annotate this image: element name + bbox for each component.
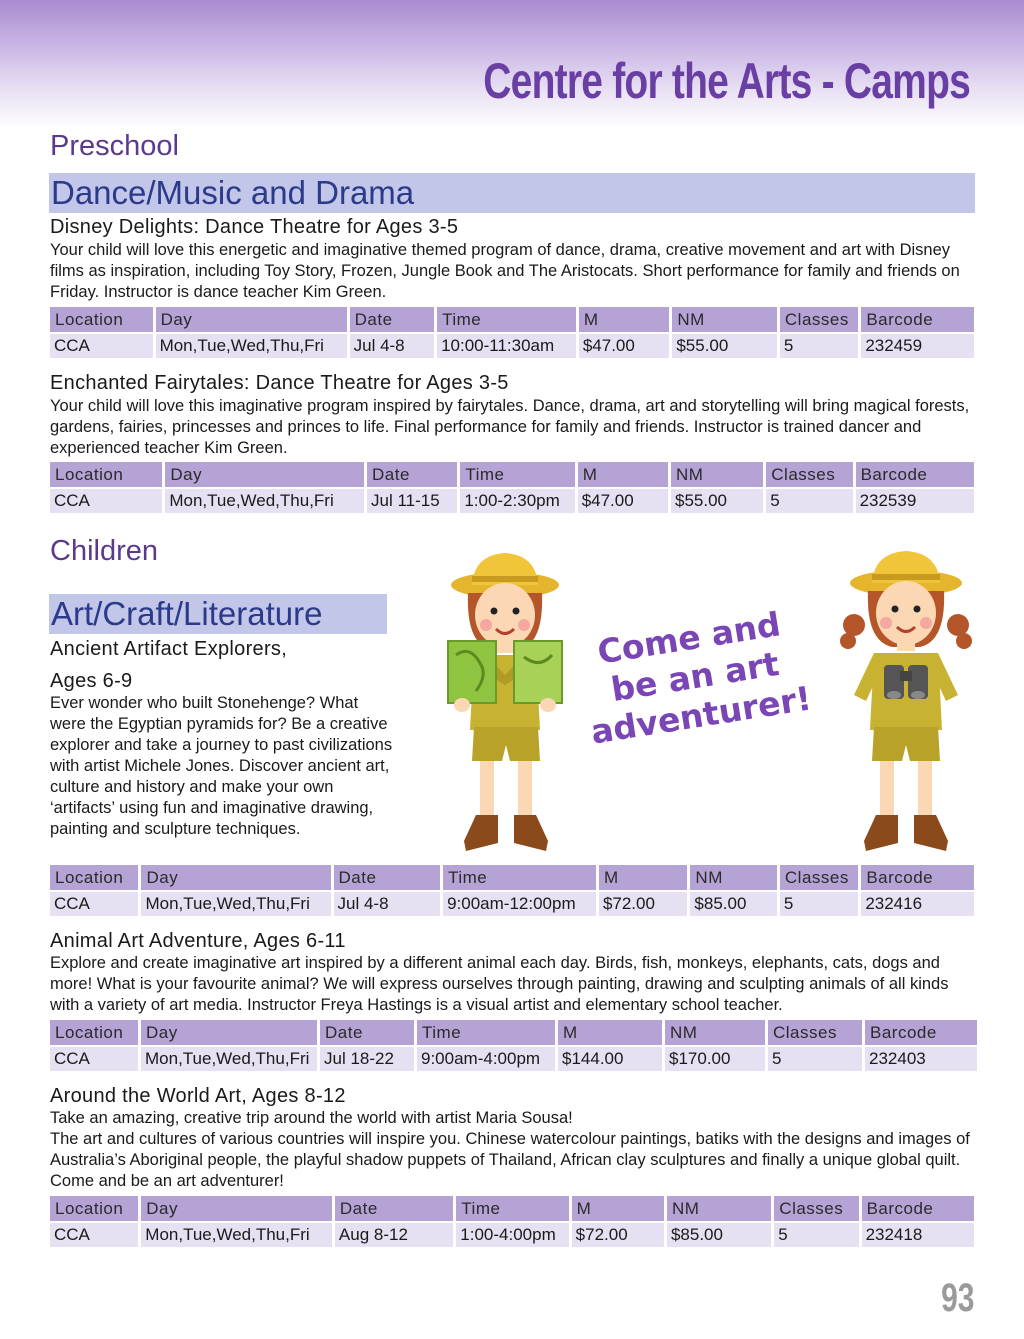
col-day: Day [141,865,330,892]
cell-barcode: 232416 [861,892,974,916]
col-time: Time [456,1196,568,1223]
cell-day: Mon,Tue,Wed,Thu,Fri [141,1223,332,1247]
explorer-girl-illustration [836,545,976,860]
cell-time: 10:00-11:30am [437,334,576,358]
program-description: Explore and create imaginative art inspired by a different animal each day. Birds, fish, monkeys, elephants, cats, dogs and more! What is your favourite animal? We will express ourselves through painting, drawing and sculpting animals of all kinds with a variety of art media. Instructor Freya Hastings is a visual artist and elementary school teacher. [50,954,949,1014]
promo-slogan: Come and be an art adventurer! [588,604,815,752]
col-time: Time [443,865,596,892]
col-non-member-price: NM [690,865,776,892]
cell-day: Mon,Tue,Wed,Thu,Fri [165,489,364,513]
cell-time: 9:00am-4:00pm [417,1047,555,1071]
cell-day: Mon,Tue,Wed,Thu,Fri [156,334,347,358]
cell-non-member-price: $85.00 [667,1223,771,1247]
col-non-member-price: NM [671,462,763,489]
col-classes: Classes [766,462,852,489]
col-location: Location [50,865,138,892]
col-location: Location [50,1196,138,1223]
col-member-price: M [558,1020,662,1047]
program-title: Disney Delights: Dance Theatre for Ages 3-5 [50,216,459,238]
section-heading-preschool: Preschool [50,130,179,162]
cell-barcode: 232418 [862,1223,974,1247]
cell-classes: 5 [780,892,858,916]
col-date: Date [350,307,434,334]
cell-barcode: 232403 [865,1047,977,1071]
cell-member-price: $47.00 [579,334,670,358]
cell-member-price: $72.00 [599,892,687,916]
col-time: Time [460,462,574,489]
col-non-member-price: NM [667,1196,771,1223]
program-description: Ever wonder who built Stonehenge? What were the Egyptian pyramids for? Be a creative explorer and take a journey to past civilizations with artist Michele Jones. Discover ancient art, culture and history and make your own ‘artifacts’ using fun and imaginative drawing, painting and sculpture techniques. [50,694,393,838]
col-date: Date [335,1196,453,1223]
cell-non-member-price: $55.00 [671,489,763,513]
col-date: Date [367,462,457,489]
cell-date: Jul 4-8 [334,892,441,916]
col-location: Location [50,462,162,489]
col-day: Day [165,462,364,489]
col-time: Time [417,1020,555,1047]
cell-date: Aug 8-12 [335,1223,453,1247]
page-number: 93 [940,1276,974,1320]
col-barcode: Barcode [861,307,974,334]
table-row [50,1047,977,1071]
page-title: Centre for the Arts - Camps [483,53,970,109]
table-header-row [50,462,974,489]
cell-day: Mon,Tue,Wed,Thu,Fri [141,1047,317,1071]
cell-day: Mon,Tue,Wed,Thu,Fri [141,892,330,916]
schedule-table [47,1020,980,1071]
program-title-ages: Ages 6-9 [50,670,133,692]
table-row [50,334,974,358]
cell-time: 9:00am-12:00pm [443,892,596,916]
program-title: Animal Art Adventure, Ages 6-11 [50,930,346,952]
col-date: Date [334,865,441,892]
cell-classes: 5 [768,1047,862,1071]
cell-date: Jul 4-8 [350,334,434,358]
col-member-price: M [572,1196,664,1223]
program-description-lead: Take an amazing, creative trip around the world with artist Maria Sousa! [50,1109,573,1127]
cell-location: CCA [50,892,138,916]
cell-classes: 5 [774,1223,858,1247]
col-barcode: Barcode [865,1020,977,1047]
cell-barcode: 232539 [856,489,974,513]
col-member-price: M [579,307,670,334]
col-location: Location [50,1020,138,1047]
col-classes: Classes [774,1196,858,1223]
program-description: Your child will love this energetic and imaginative themed program of dance, drama, creative movement and art with Disney films as inspiration, including Toy Story, Frozen, Jungle Book and The Aristocats. Short performance for family and friends on Friday. Instructor is dance teacher Kim Green. [50,241,960,301]
col-day: Day [141,1196,332,1223]
table-row [50,892,974,916]
cell-location: CCA [50,1047,138,1071]
schedule-table [47,307,977,358]
cell-time: 1:00-2:30pm [460,489,574,513]
schedule-table [47,865,977,916]
col-non-member-price: NM [665,1020,765,1047]
cell-classes: 5 [780,334,858,358]
explorer-boy-illustration [440,545,570,860]
cell-classes: 5 [766,489,852,513]
category-art-craft-literature: Art/Craft/Literature [49,594,387,634]
table-header-row [50,1020,977,1047]
cell-member-price: $72.00 [572,1223,664,1247]
col-date: Date [320,1020,414,1047]
col-classes: Classes [768,1020,862,1047]
col-day: Day [156,307,347,334]
category-dance-music-drama: Dance/Music and Drama [49,173,975,213]
col-barcode: Barcode [862,1196,974,1223]
cell-member-price: $144.00 [558,1047,662,1071]
cell-member-price: $47.00 [578,489,668,513]
program-title: Around the World Art, Ages 8-12 [50,1085,346,1107]
cell-date: Jul 18-22 [320,1047,414,1071]
table-row [50,489,974,513]
program-description: Your child will love this imaginative program inspired by fairytales. Dance, drama, art and storytelling will bring magical forests, gardens, fairies, princesses and princes to life. Final performance for family and friends. Instructor is trained dancer and experienced teacher Kim Green. [50,397,970,457]
table-header-row [50,865,974,892]
col-classes: Classes [780,865,858,892]
col-barcode: Barcode [861,865,974,892]
cell-non-member-price: $55.00 [672,334,777,358]
cell-time: 1:00-4:00pm [456,1223,568,1247]
table-header-row [50,307,974,334]
table-row [50,1223,974,1247]
col-day: Day [141,1020,317,1047]
col-location: Location [50,307,153,334]
cell-location: CCA [50,1223,138,1247]
schedule-table [47,1196,977,1247]
cell-date: Jul 11-15 [367,489,457,513]
col-member-price: M [578,462,668,489]
schedule-table [47,462,977,513]
col-barcode: Barcode [856,462,974,489]
section-heading-children: Children [50,535,158,567]
col-non-member-price: NM [672,307,777,334]
table-header-row [50,1196,974,1223]
cell-location: CCA [50,489,162,513]
cell-barcode: 232459 [861,334,974,358]
program-title: Enchanted Fairytales: Dance Theatre for Ages 3-5 [50,372,509,394]
program-title: Ancient Artifact Explorers, [50,638,288,660]
col-member-price: M [599,865,687,892]
program-description: The art and cultures of various countries will inspire you. Chinese watercolour paintings, batiks with the designs and images of Australia’s Aboriginal people, the playful shadow puppets of Thailand, African clay sculptures and finally a unique global quilt. Come and be an art adventurer! [50,1130,970,1190]
col-classes: Classes [780,307,858,334]
cell-location: CCA [50,334,153,358]
col-time: Time [437,307,576,334]
cell-non-member-price: $85.00 [690,892,776,916]
cell-non-member-price: $170.00 [665,1047,765,1071]
